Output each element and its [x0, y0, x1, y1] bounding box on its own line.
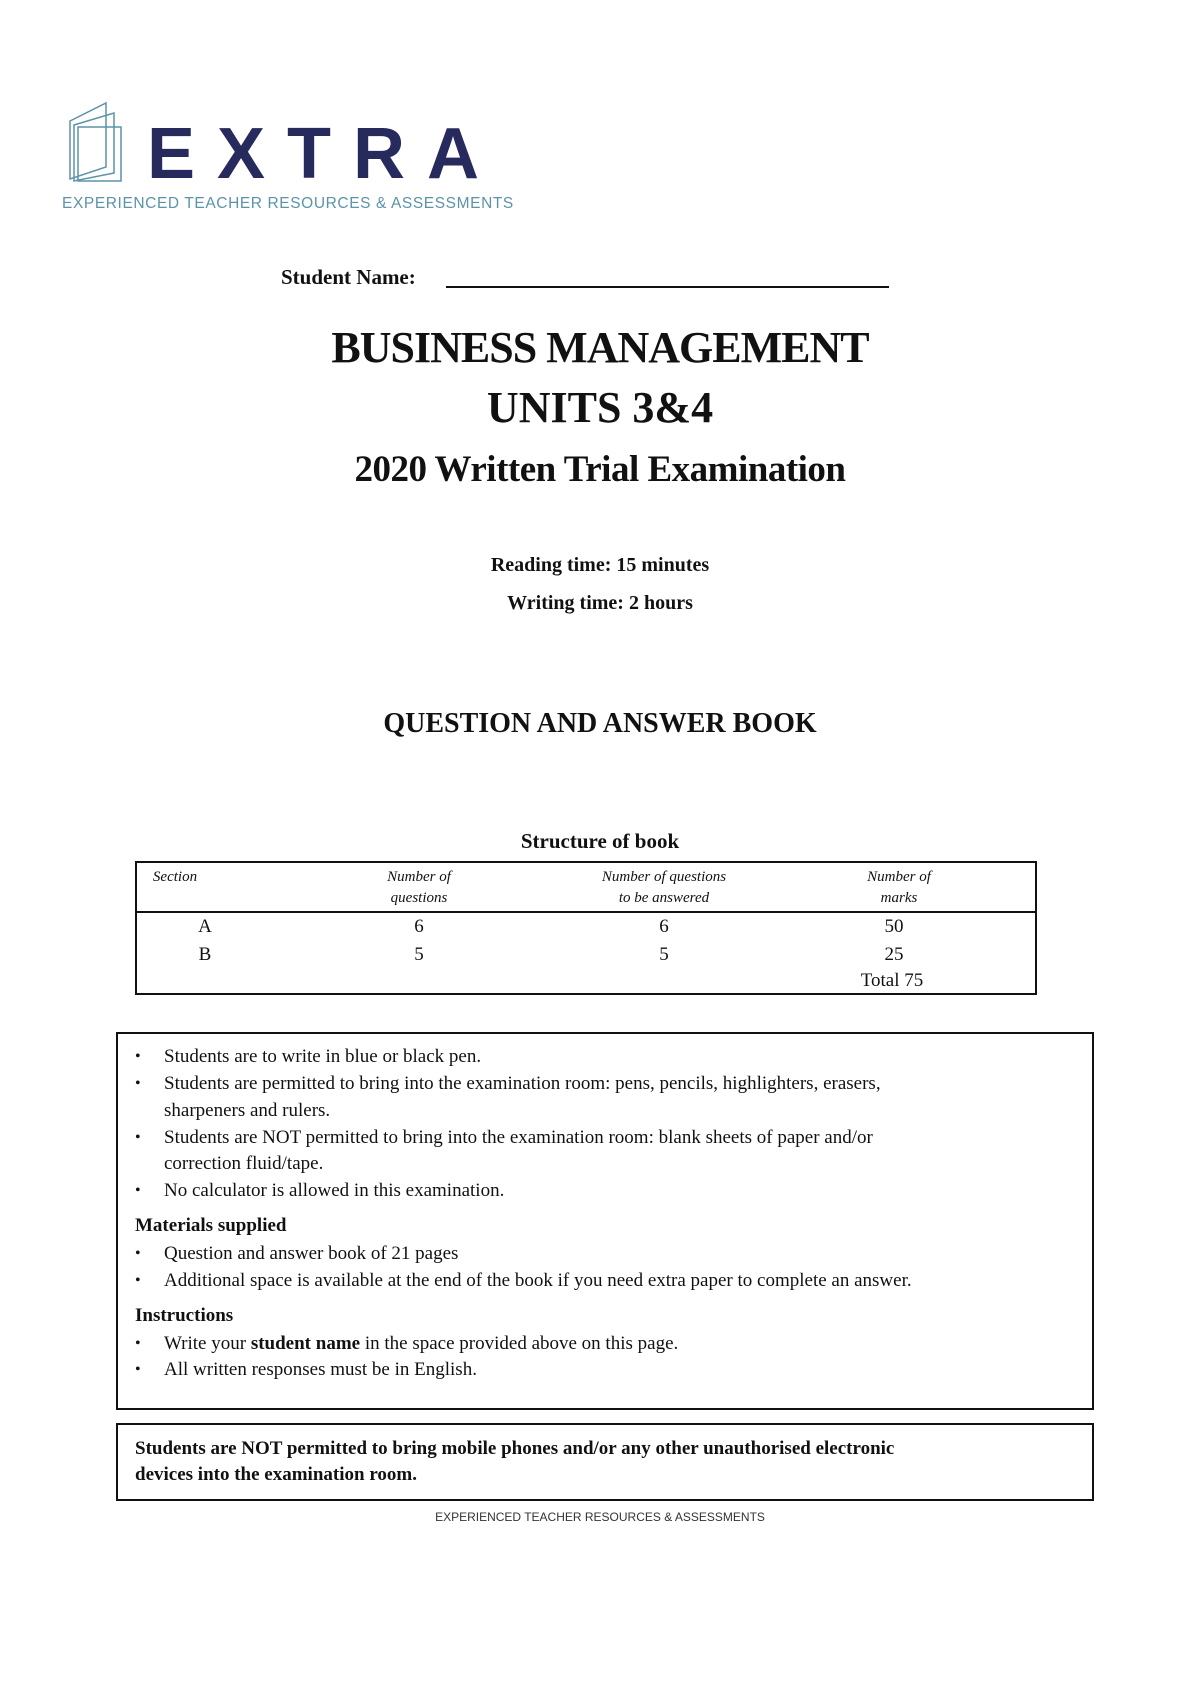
rule-item-cont: correction fluid/tape. — [164, 1153, 324, 1174]
header-line: questions — [390, 890, 448, 906]
total-marks: Total 75 — [860, 970, 924, 991]
bullet-icon: • — [135, 1129, 141, 1146]
rule-item: Students are NOT permitted to bring into the examination room: blank sheets of paper and/or — [164, 1127, 873, 1148]
book-logo-icon — [66, 99, 130, 183]
rule-item-cont: sharpeners and rulers. — [164, 1100, 331, 1121]
warning-box — [116, 1423, 1094, 1501]
header-marks — [799, 867, 999, 909]
header-to-answer — [564, 867, 764, 909]
header-num-questions — [319, 867, 519, 909]
table-row — [137, 944, 1035, 968]
student-name-line[interactable] — [446, 286, 889, 288]
reading-time: Reading time: 15 minutes — [490, 554, 710, 576]
bullet-icon: • — [135, 1075, 141, 1092]
cell-questions: 6 — [414, 916, 424, 937]
table-row — [137, 916, 1035, 940]
cell-section: B — [198, 944, 212, 965]
subject-title: BUSINESS MANAGEMENT — [331, 323, 869, 372]
exam-title: 2020 Written Trial Examination — [354, 449, 846, 490]
header-line: Number of — [867, 869, 931, 885]
text: in the space provided above on this page. — [360, 1333, 679, 1354]
writing-time: Writing time: 2 hours — [507, 592, 693, 614]
rule-item: No calculator is allowed in this examination. — [164, 1180, 505, 1201]
header-line: to be answered — [618, 890, 710, 906]
cell-marks: 50 — [884, 916, 904, 937]
book-title: QUESTION AND ANSWER BOOK — [383, 708, 817, 739]
logo-wordmark: EXTRA — [147, 114, 502, 194]
units-title: UNITS 3&4 — [486, 383, 714, 432]
bullet-icon: • — [135, 1361, 141, 1378]
cell-questions: 5 — [414, 944, 424, 965]
cell-answered: 6 — [659, 916, 669, 937]
structure-table — [135, 861, 1037, 995]
instruction-item: All written responses must be in English. — [164, 1359, 477, 1380]
cell-marks: 25 — [884, 944, 904, 965]
bullet-icon: • — [135, 1182, 141, 1199]
materials-heading: Materials supplied — [135, 1215, 287, 1236]
student-name-label: Student Name: — [281, 265, 416, 289]
bullet-icon: • — [135, 1048, 141, 1065]
header-line: Number of questions — [601, 869, 727, 885]
logo-tagline: EXPERIENCED TEACHER RESOURCES & ASSESSMENTS — [62, 195, 514, 212]
instruction-item — [164, 1333, 678, 1355]
header-line: marks — [880, 890, 918, 906]
structure-caption: Structure of book — [520, 829, 680, 853]
warning-text: devices into the examination room. — [135, 1464, 417, 1485]
warning-text: Students are NOT permitted to bring mobile phones and/or any other unauthorised electronic — [135, 1438, 895, 1459]
instructions-heading: Instructions — [135, 1305, 234, 1326]
footer: EXPERIENCED TEACHER RESOURCES & ASSESSMENTS — [435, 1510, 765, 1524]
bullet-icon: • — [135, 1272, 141, 1289]
material-item: Question and answer book of 21 pages — [164, 1243, 459, 1264]
header-line: Number of — [387, 869, 451, 885]
rule-item: Students are permitted to bring into the examination room: pens, pencils, highlighters, erasers, — [164, 1073, 881, 1094]
material-item: Additional space is available at the end of the book if you need extra paper to complete an answer. — [164, 1270, 912, 1291]
bullet-icon: • — [135, 1335, 141, 1352]
header-section: Section — [152, 869, 198, 885]
text: Write your — [164, 1333, 251, 1354]
rule-item: Students are to write in blue or black pen. — [164, 1046, 482, 1067]
emphasis: student name — [250, 1333, 361, 1354]
table-header-divider — [137, 911, 1035, 913]
cell-answered: 5 — [659, 944, 669, 965]
cell-section: A — [198, 916, 212, 937]
bullet-icon: • — [135, 1245, 141, 1262]
